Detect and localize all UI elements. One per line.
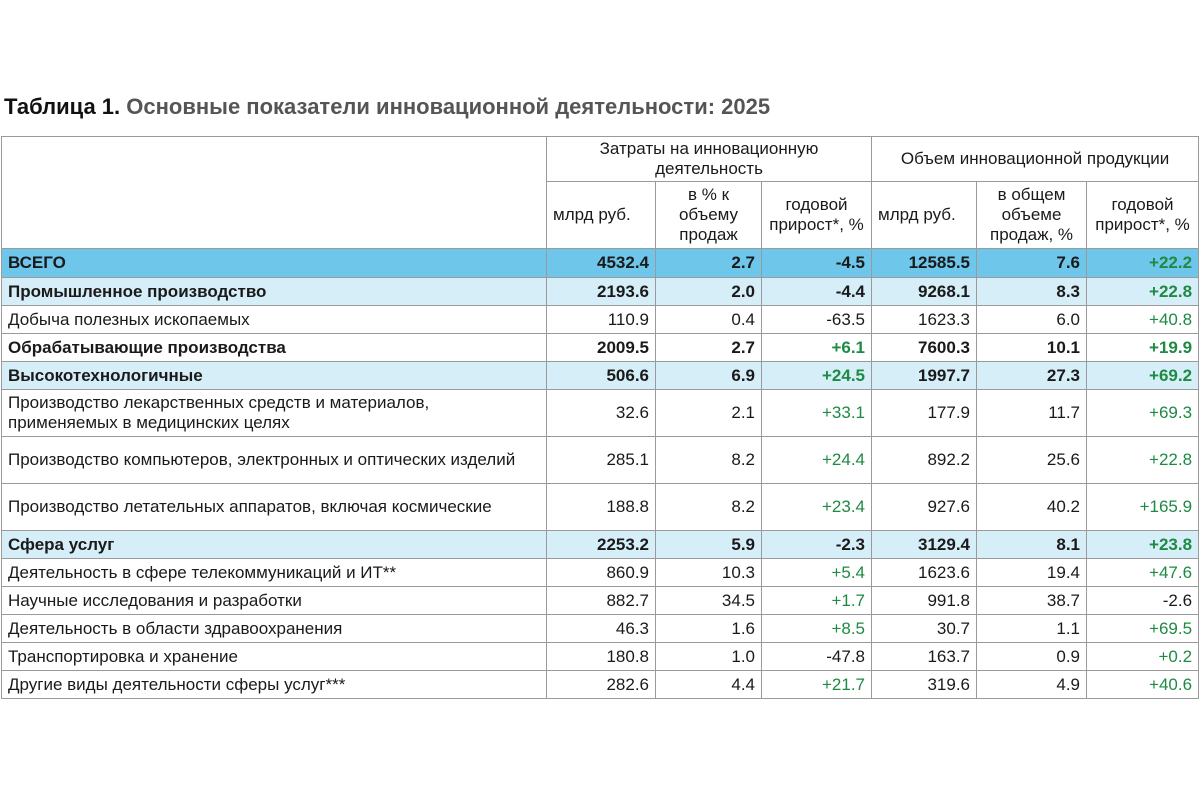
value-cell: -2.6 (1087, 587, 1199, 615)
value-cell: 1623.6 (872, 559, 977, 587)
value-cell: +8.5 (762, 615, 872, 643)
value-cell: 1997.7 (872, 362, 977, 390)
value-cell: 4.9 (977, 671, 1087, 699)
row-label: Производство летательных аппаратов, включая космические (2, 484, 547, 531)
value-cell: 30.7 (872, 615, 977, 643)
table-row (2, 437, 1199, 484)
value-cell: 25.6 (977, 437, 1087, 484)
value-cell: +19.9 (1087, 334, 1199, 362)
row-label: Деятельность в сфере телекоммуникаций и ИТ** (2, 559, 547, 587)
value-cell: 11.7 (977, 390, 1087, 437)
table-row (2, 334, 1199, 362)
value-cell: 9268.1 (872, 278, 977, 306)
value-cell: 7.6 (977, 249, 1087, 278)
value-cell: +0.2 (1087, 643, 1199, 671)
table-caption: Основные показатели инновационной деятельности: 2025 (126, 94, 771, 119)
value-cell: 177.9 (872, 390, 977, 437)
value-cell: 1.0 (656, 643, 762, 671)
header-group-output: Объем инновационной продукции (872, 137, 1199, 182)
value-cell: 46.3 (547, 615, 656, 643)
value-cell: 506.6 (547, 362, 656, 390)
header-group-row (2, 137, 1199, 182)
value-cell: +24.4 (762, 437, 872, 484)
value-cell: 285.1 (547, 437, 656, 484)
value-cell: 927.6 (872, 484, 977, 531)
value-cell: 188.8 (547, 484, 656, 531)
value-cell: +5.4 (762, 559, 872, 587)
value-cell: 892.2 (872, 437, 977, 484)
value-cell: +69.2 (1087, 362, 1199, 390)
row-label: Производство лекарственных средств и материалов, применяемых в медицинских целях (2, 390, 547, 437)
value-cell: 12585.5 (872, 249, 977, 278)
value-cell: 163.7 (872, 643, 977, 671)
value-cell: +69.3 (1087, 390, 1199, 437)
value-cell: 282.6 (547, 671, 656, 699)
table-body (2, 249, 1199, 699)
value-cell: -63.5 (762, 306, 872, 334)
row-label: Научные исследования и разработки (2, 587, 547, 615)
value-cell: 2.1 (656, 390, 762, 437)
value-cell: 860.9 (547, 559, 656, 587)
value-cell: 8.2 (656, 437, 762, 484)
value-cell: -4.4 (762, 278, 872, 306)
value-cell: +22.2 (1087, 249, 1199, 278)
value-cell: 34.5 (656, 587, 762, 615)
table-row (2, 643, 1199, 671)
value-cell: +69.5 (1087, 615, 1199, 643)
value-cell: +40.8 (1087, 306, 1199, 334)
header-output-growth: годовой прирост*, % (1087, 182, 1199, 249)
row-label: Обрабатывающие производства (2, 334, 547, 362)
value-cell: +21.7 (762, 671, 872, 699)
value-cell: 2.7 (656, 334, 762, 362)
value-cell: +33.1 (762, 390, 872, 437)
table-row (2, 278, 1199, 306)
table-row (2, 587, 1199, 615)
value-cell: 4532.4 (547, 249, 656, 278)
value-cell: 1.1 (977, 615, 1087, 643)
value-cell: 2193.6 (547, 278, 656, 306)
table-row (2, 306, 1199, 334)
table-row (2, 531, 1199, 559)
row-label: ВСЕГО (2, 249, 547, 278)
table-row (2, 249, 1199, 278)
value-cell: 3129.4 (872, 531, 977, 559)
indicators-table (1, 136, 1199, 699)
row-label: Деятельность в области здравоохранения (2, 615, 547, 643)
value-cell: 6.0 (977, 306, 1087, 334)
value-cell: +22.8 (1087, 278, 1199, 306)
header-costs-bln: млрд руб. (547, 182, 656, 249)
value-cell: 110.9 (547, 306, 656, 334)
value-cell: 991.8 (872, 587, 977, 615)
header-empty-cell (2, 137, 547, 249)
value-cell: -4.5 (762, 249, 872, 278)
value-cell: 38.7 (977, 587, 1087, 615)
value-cell: +22.8 (1087, 437, 1199, 484)
value-cell: 10.1 (977, 334, 1087, 362)
value-cell: +165.9 (1087, 484, 1199, 531)
value-cell: +1.7 (762, 587, 872, 615)
value-cell: 32.6 (547, 390, 656, 437)
value-cell: +24.5 (762, 362, 872, 390)
table-number: Таблица 1. (4, 94, 121, 119)
value-cell: 4.4 (656, 671, 762, 699)
row-label: Высокотехнологичные (2, 362, 547, 390)
value-cell: 1.6 (656, 615, 762, 643)
row-label: Сфера услуг (2, 531, 547, 559)
value-cell: -2.3 (762, 531, 872, 559)
table-row (2, 615, 1199, 643)
table-row (2, 390, 1199, 437)
value-cell: 5.9 (656, 531, 762, 559)
value-cell: 7600.3 (872, 334, 977, 362)
value-cell: 2009.5 (547, 334, 656, 362)
value-cell: +23.8 (1087, 531, 1199, 559)
header-costs-growth: годовой прирост*, % (762, 182, 872, 249)
value-cell: 8.3 (977, 278, 1087, 306)
table-row (2, 671, 1199, 699)
header-costs-share: в % к объему продаж (656, 182, 762, 249)
value-cell: 19.4 (977, 559, 1087, 587)
value-cell: 882.7 (547, 587, 656, 615)
value-cell: +6.1 (762, 334, 872, 362)
value-cell: 10.3 (656, 559, 762, 587)
value-cell: 180.8 (547, 643, 656, 671)
row-label: Промышленное производство (2, 278, 547, 306)
value-cell: 27.3 (977, 362, 1087, 390)
value-cell: +40.6 (1087, 671, 1199, 699)
row-label: Добыча полезных ископаемых (2, 306, 547, 334)
value-cell: 40.2 (977, 484, 1087, 531)
value-cell: +23.4 (762, 484, 872, 531)
header-output-share: в общем объеме продаж, % (977, 182, 1087, 249)
value-cell: +47.6 (1087, 559, 1199, 587)
value-cell: 2253.2 (547, 531, 656, 559)
header-output-bln: млрд руб. (872, 182, 977, 249)
table-row (2, 559, 1199, 587)
table-title (4, 94, 770, 120)
value-cell: 319.6 (872, 671, 977, 699)
table-row (2, 484, 1199, 531)
header-group-costs: Затраты на инновационную деятельность (547, 137, 872, 182)
row-label: Другие виды деятельности сферы услуг*** (2, 671, 547, 699)
value-cell: 8.2 (656, 484, 762, 531)
value-cell: 6.9 (656, 362, 762, 390)
value-cell: -47.8 (762, 643, 872, 671)
value-cell: 8.1 (977, 531, 1087, 559)
row-label: Транспортировка и хранение (2, 643, 547, 671)
value-cell: 0.9 (977, 643, 1087, 671)
value-cell: 1623.3 (872, 306, 977, 334)
table-row (2, 362, 1199, 390)
value-cell: 2.0 (656, 278, 762, 306)
value-cell: 0.4 (656, 306, 762, 334)
value-cell: 2.7 (656, 249, 762, 278)
row-label: Производство компьютеров, электронных и оптических изделий (2, 437, 547, 484)
